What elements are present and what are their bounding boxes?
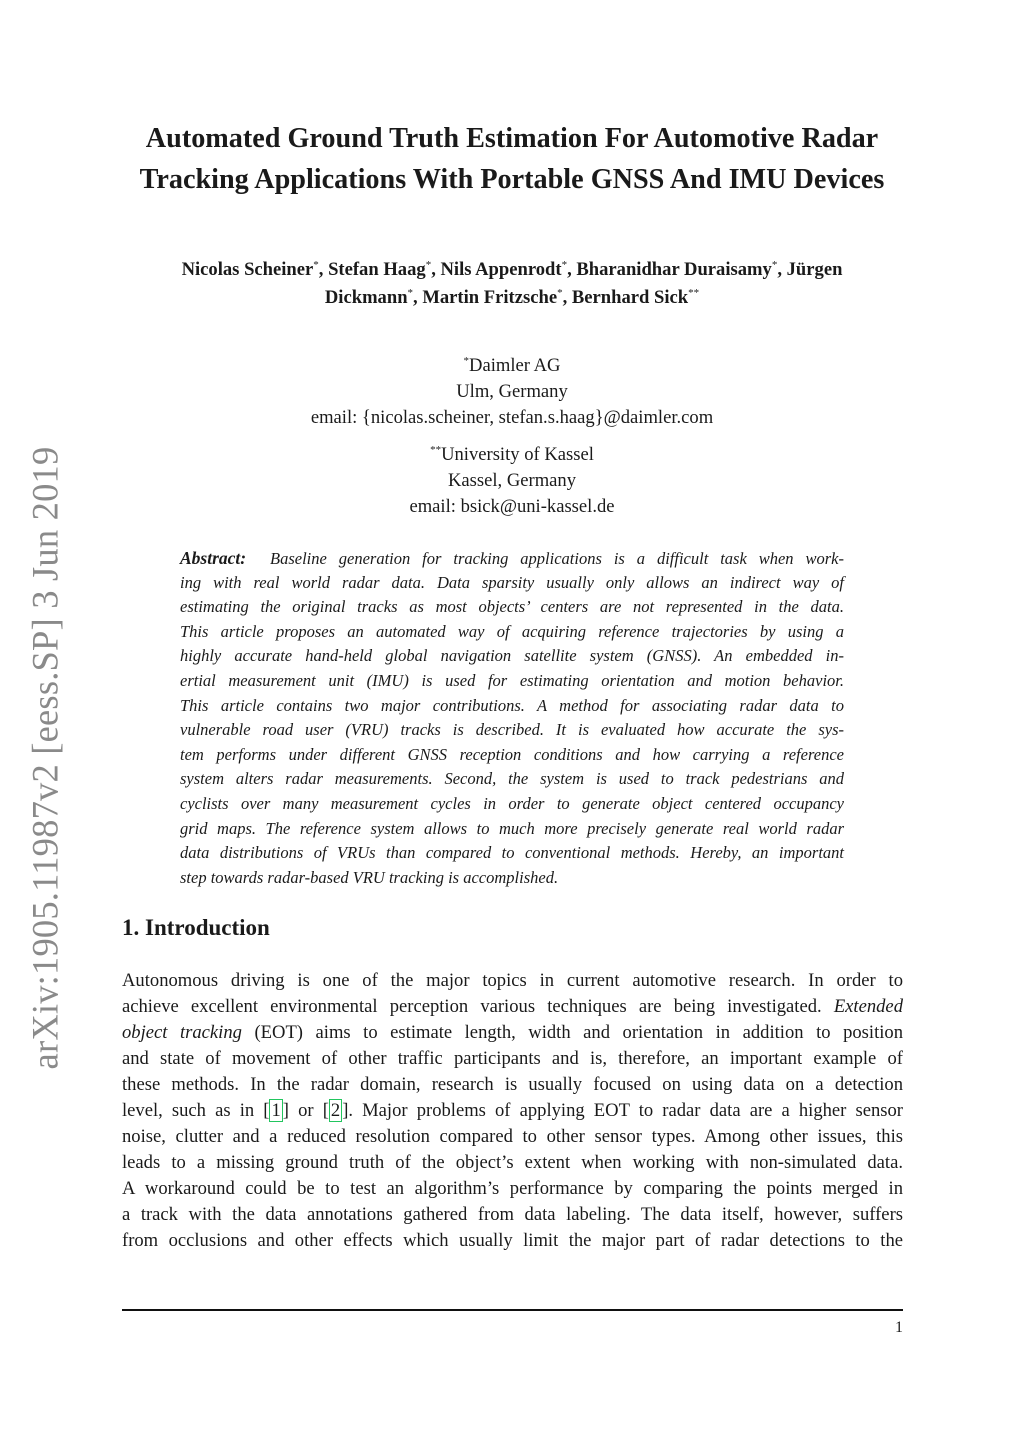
abstract-line: tem performs under different GNSS reception conditions and how carrying a reference xyxy=(180,744,844,764)
citation-link[interactable]: 2 xyxy=(330,1100,341,1121)
body-line: A workaround could be to test an algorithm’s performance by comparing the points merged in xyxy=(122,1178,903,1199)
author-line: Dickmann*, Martin Fritzsche*, Bernhard Sick** xyxy=(324,287,700,308)
abstract-line: This article contains two major contributions. A method for associating radar data to xyxy=(180,695,844,715)
abstract-line: step towards radar-based VRU tracking is accomplished. xyxy=(180,867,559,887)
author-mark: ** xyxy=(688,287,700,299)
arxiv-identifier-stamp: arXiv:1905.11987v2 [eess.SP] 3 Jun 2019 xyxy=(24,446,66,1070)
body-line: noise, clutter and a reduced resolution compared to other sensor types. Among other issues, this xyxy=(122,1126,903,1147)
emphasis: object tracking xyxy=(122,1022,242,1043)
abstract-line: vulnerable road user (VRU) tracks is described. It is evaluated how accurate the sys- xyxy=(180,720,844,740)
affiliation-daimler xyxy=(110,353,914,431)
page-number: 1 xyxy=(895,1319,903,1336)
body-line: achieve excellent environmental perception various techniques are being investigated. Extended xyxy=(122,996,903,1017)
body-line: a track with the data annotations gathered from data labeling. The data itself, however, suffers xyxy=(122,1204,903,1225)
footer-divider xyxy=(122,1309,903,1311)
section-heading-introduction: 1. Introduction xyxy=(122,915,270,940)
author-mark: * xyxy=(557,287,563,299)
abstract-line: grid maps. The reference system allows to much more precisely generate real world radar xyxy=(180,818,844,838)
body-line: and state of movement of other traffic participants and is, therefore, an important example of xyxy=(122,1048,903,1069)
abstract-line: ertial measurement unit (IMU) is used for estimating orientation and motion behavior. xyxy=(180,670,844,690)
title-line: Automated Ground Truth Estimation For Automotive Radar xyxy=(145,123,879,154)
introduction-body xyxy=(122,968,903,1254)
abstract xyxy=(180,546,844,890)
author-name: Bharanidhar Duraisamy xyxy=(576,259,772,280)
affiliation-name: University of Kassel xyxy=(441,444,594,465)
title-line: Tracking Applications With Portable GNSS And IMU Devices xyxy=(139,164,885,195)
body-line: object tracking (EOT) aims to estimate length, width and orientation in addition to position xyxy=(122,1022,903,1043)
abstract-line: data distributions of VRUs than compared to conventional methods. Hereby, an important xyxy=(180,843,844,863)
abstract-line: Abstract: Baseline generation for tracking applications is a difficult task when work- xyxy=(180,548,844,568)
abstract-line: cyclists over many measurement cycles in order to generate object centered occupancy xyxy=(180,793,844,813)
affiliation-mark: * xyxy=(463,355,470,367)
author-name: Nils Appenrodt xyxy=(440,259,562,280)
author-mark: * xyxy=(313,259,319,271)
author-name: Nicolas Scheiner xyxy=(181,259,314,280)
emphasis: Extended xyxy=(833,996,903,1017)
author-mark: * xyxy=(425,259,432,271)
abstract-label: Abstract: xyxy=(180,548,247,568)
author-name: Jürgen xyxy=(786,259,843,280)
affiliation-city: Kassel, Germany xyxy=(447,470,577,491)
author-mark: * xyxy=(407,287,414,299)
author-line: Nicolas Scheiner*, Stefan Haag*, Nils Appenrodt*, Bharanidhar Duraisamy*, Jürgen xyxy=(181,259,843,280)
body-line: leads to a missing ground truth of the object’s extent when working with non-simulated data. xyxy=(122,1152,903,1173)
citation-link[interactable]: 1 xyxy=(271,1100,281,1121)
affiliation-city: Ulm, Germany xyxy=(456,381,568,402)
affiliation-email: email: {nicolas.scheiner, stefan.s.haag}@daimler.com xyxy=(310,407,714,428)
author-mark: * xyxy=(561,259,568,271)
abstract-line: estimating the original tracks as most objects’ centers are not represented in the data. xyxy=(180,597,844,617)
author-name: Dickmann xyxy=(324,287,408,308)
affiliation-name: Daimler AG xyxy=(469,355,561,376)
body-line: these methods. In the radar domain, research is usually focused on using data on a detection xyxy=(122,1074,903,1095)
paper-title xyxy=(110,118,914,200)
author-name: Stefan Haag xyxy=(328,259,426,280)
body-line: from occlusions and other effects which usually limit the major part of radar detections to the xyxy=(122,1230,903,1251)
abstract-line: ing with real world radar data. Data sparsity usually only allows an indirect way of xyxy=(180,572,844,592)
affiliation-kassel xyxy=(110,442,914,520)
body-line: level, such as in [ 1 ] or [ 2 ]. Major problems of applying EOT to radar data are a higher sensor xyxy=(122,1100,903,1121)
body-line: Autonomous driving is one of the major topics in current automotive research. In order to xyxy=(122,970,903,991)
author-name: Martin Fritzsche xyxy=(422,287,558,308)
abstract-line: highly accurate hand-held global navigation satellite system (GNSS). An embedded in- xyxy=(180,646,844,666)
abstract-line: This article proposes an automated way of acquiring reference trajectories by using a xyxy=(180,621,844,641)
author-list xyxy=(110,256,914,312)
affiliation-email: email: bsick@uni-kassel.de xyxy=(409,496,615,517)
author-mark: * xyxy=(771,259,778,271)
author-name: Bernhard Sick xyxy=(571,287,689,308)
abstract-line: system alters radar measurements. Second, the system is used to track pedestrians and xyxy=(180,769,844,789)
affiliation-mark: ** xyxy=(430,444,442,456)
